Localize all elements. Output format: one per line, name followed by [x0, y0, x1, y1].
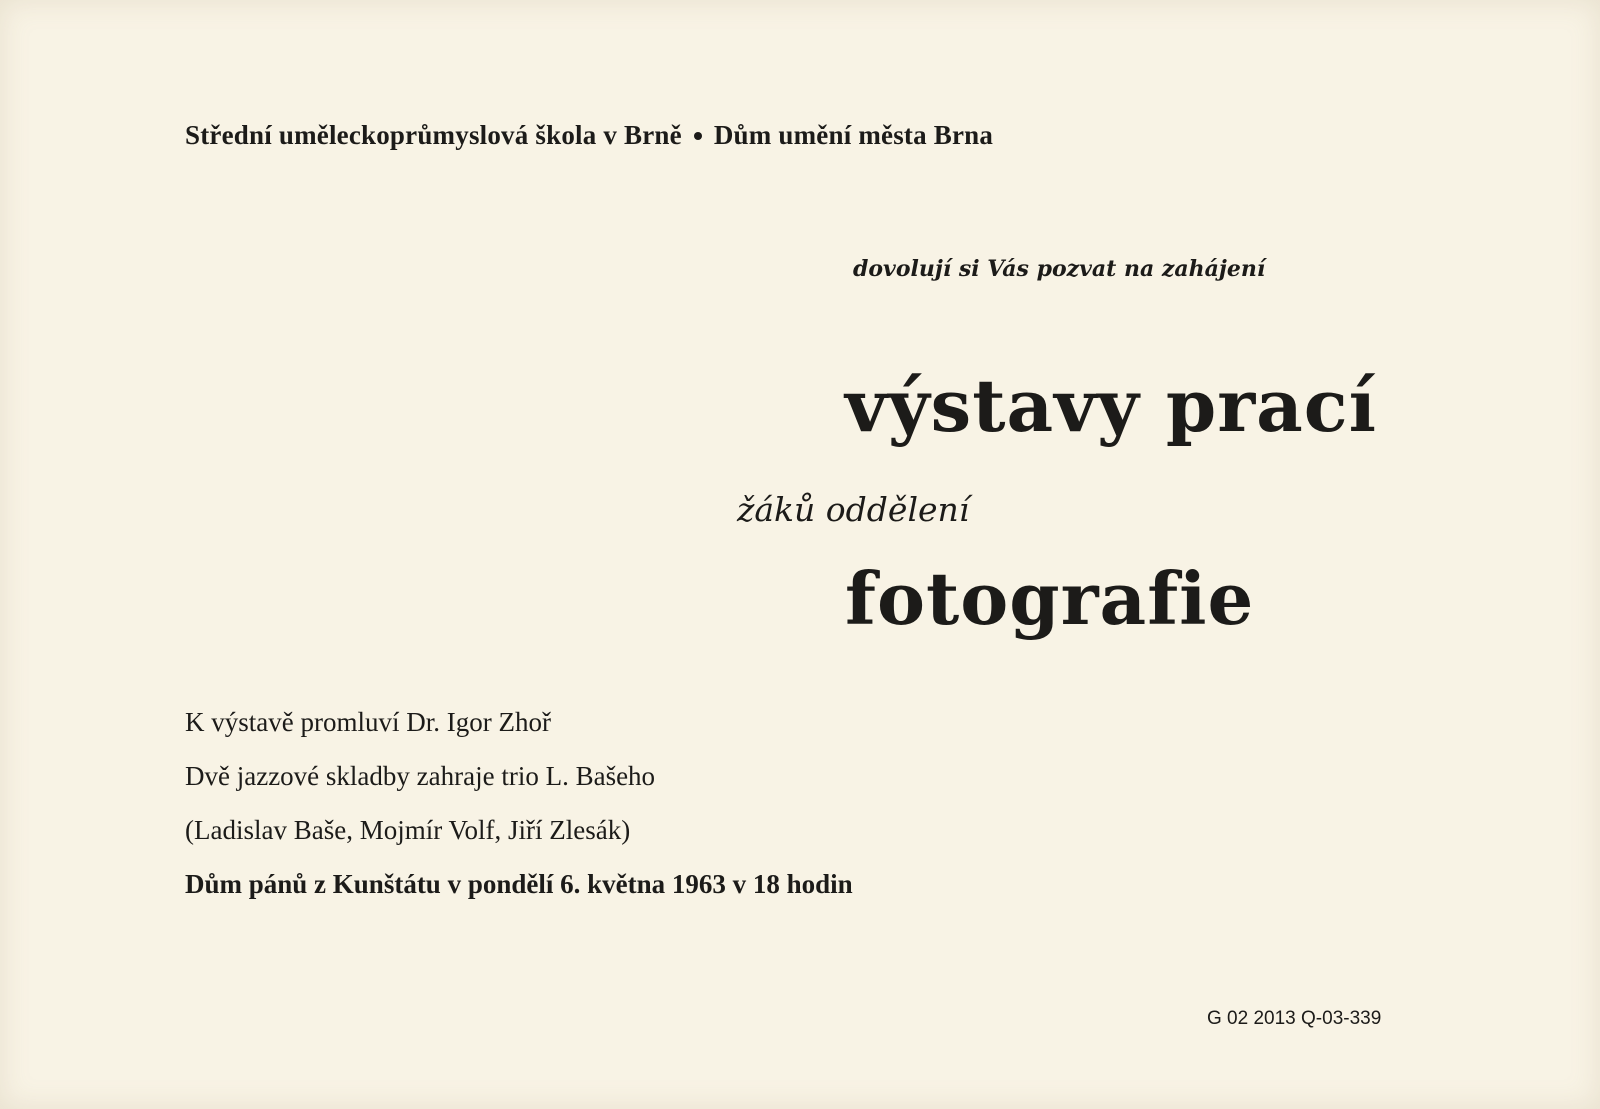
detail-musicians: (Ladislav Baše, Mojmír Volf, Jiří Zlesák): [185, 815, 631, 845]
organizer-1: Střední uměleckoprůmyslová škola v Brně: [185, 120, 682, 150]
subtitle: žáků oddělení: [737, 490, 970, 529]
title-line-2: fotografie: [845, 556, 1255, 641]
detail-music: Dvě jazzové skladby zahraje trio L. Bašeho: [185, 761, 656, 791]
detail-venue-date: Dům pánů z Kunštátu v pondělí 6. května 1963 v 18 hodin: [185, 869, 853, 899]
organizer-2: Dům umění města Brna: [713, 120, 994, 150]
title-line-1: výstavy prací: [845, 363, 1377, 448]
event-details: [185, 695, 853, 911]
invitation-intro: dovolují si Vás pozvat na zahájení: [853, 256, 1266, 282]
detail-speaker: K výstavě promluví Dr. Igor Zhoř: [185, 707, 551, 737]
separator-dot-icon: [694, 132, 702, 140]
organizers-header: [185, 120, 993, 151]
print-code: G 02 2013 Q-03-339: [1207, 1008, 1382, 1029]
